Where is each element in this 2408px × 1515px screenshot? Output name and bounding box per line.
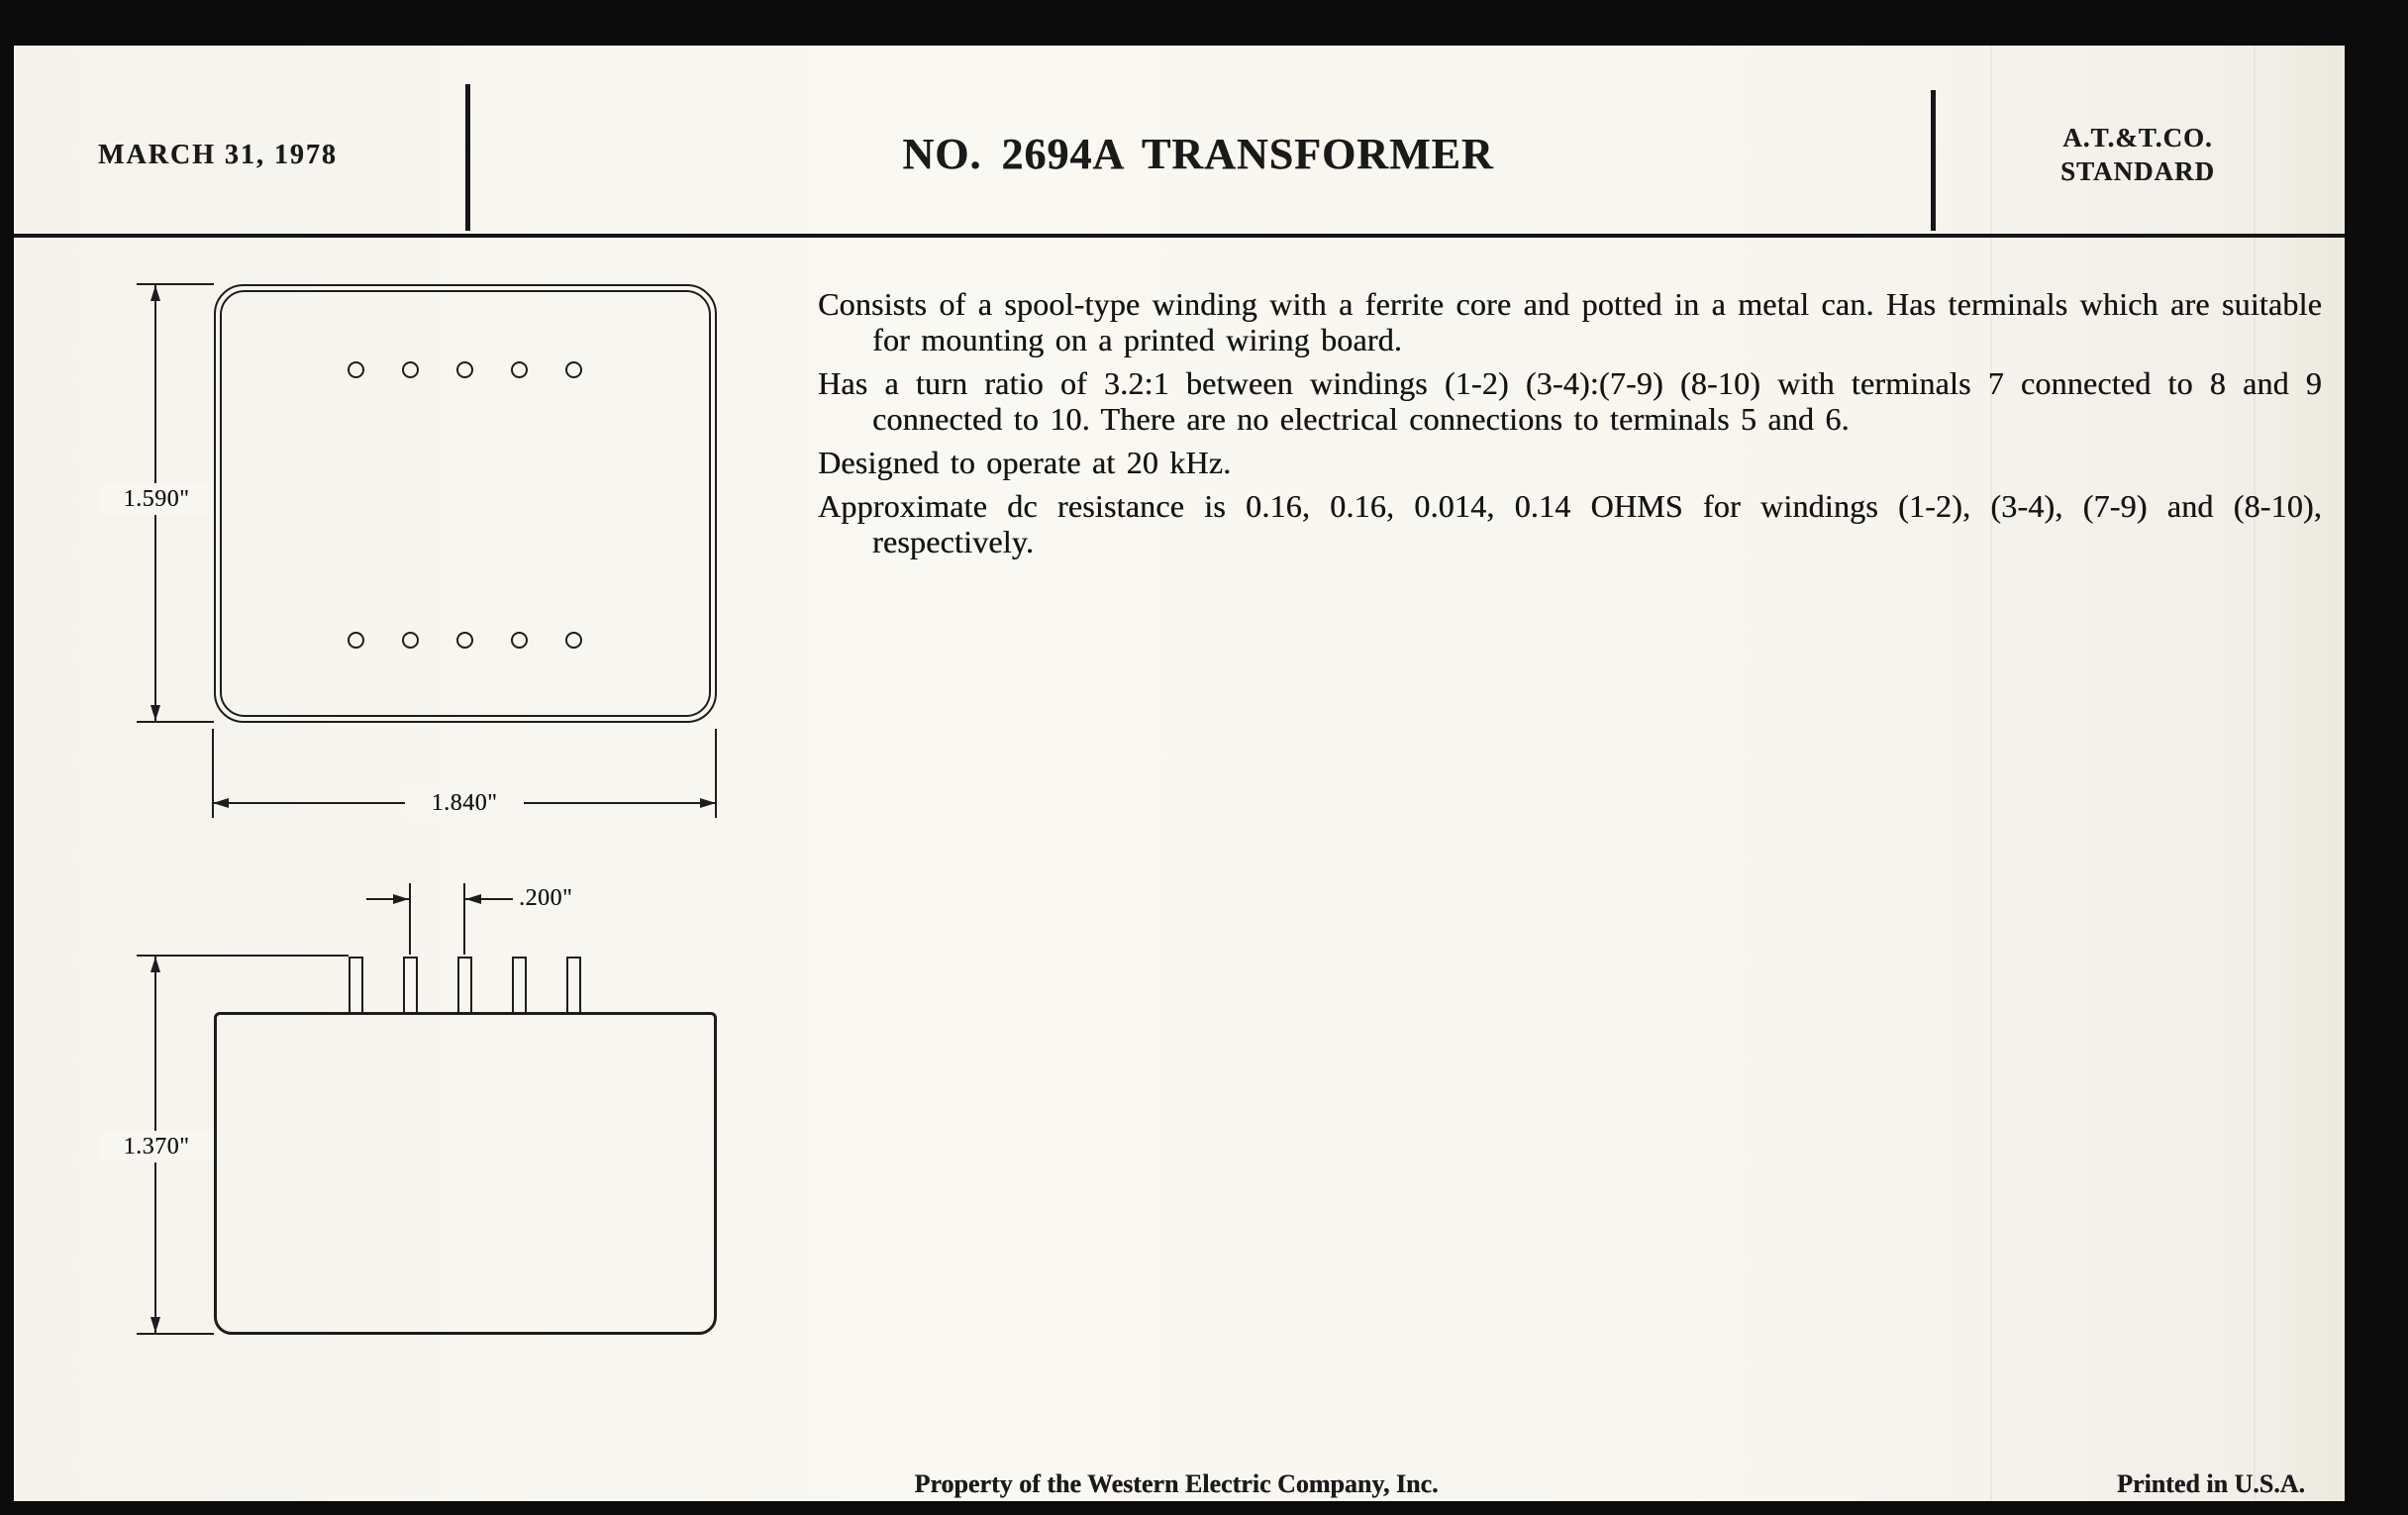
page-title: NO. 2694A TRANSFORMER <box>902 130 1494 178</box>
description-block <box>818 286 2322 567</box>
dim-arrowhead-left <box>465 894 481 904</box>
can-top-view-outline <box>214 284 717 723</box>
dim-extension-line <box>137 283 214 285</box>
terminal-hole <box>565 632 582 649</box>
description-paragraph: Has a turn ratio of 3.2:1 between windings (1-2) (3-4):(7-9) (8-10) with terminals 7 connected to 8 and 9 connected to 10. There are no electrical connections to terminals 5 and 6. <box>818 365 2322 437</box>
can-side-view-outline <box>214 1012 717 1335</box>
org-name: A.T.&T.CO. <box>2062 123 2213 152</box>
terminal-pin <box>457 957 472 1014</box>
terminal-hole <box>402 632 419 649</box>
dim-extension-line <box>137 721 214 723</box>
terminal-hole <box>511 632 528 649</box>
org-standard: STANDARD <box>2059 156 2215 186</box>
terminal-pin <box>566 957 581 1014</box>
dim-arrowhead-right <box>700 798 716 808</box>
description-paragraph: Consists of a spool-type winding with a ferrite core and potted in a metal can. Has terminals which are suitable for mounting on a printed wiring board. <box>818 286 2322 357</box>
scan-artifact-line <box>1990 46 1992 1501</box>
header-date: MARCH 31, 1978 <box>98 140 338 170</box>
dim-arrowhead-up <box>150 285 160 301</box>
terminal-hole <box>348 632 364 649</box>
description-paragraph: Approximate dc resistance is 0.16, 0.16, 0.014, 0.14 OHMS for windings (1-2), (3-4), (7-9) and (8-10), respectively. <box>818 488 2322 559</box>
document-page <box>14 46 2345 1501</box>
terminal-hole <box>565 361 582 378</box>
dim-extension-line <box>137 955 349 957</box>
dim-arrowhead-down <box>150 705 160 721</box>
dim-arrowhead-up <box>150 957 160 972</box>
description-paragraph: Designed to operate at 20 kHz. <box>818 445 1232 480</box>
header-rule <box>14 234 2345 238</box>
terminal-pin <box>403 957 418 1014</box>
dim-label-body-height: 1.370" <box>99 1131 214 1162</box>
terminal-hole <box>511 361 528 378</box>
terminal-pin <box>349 957 363 1014</box>
dim-arrowhead-left <box>213 798 229 808</box>
dim-extension-line <box>409 883 411 955</box>
org-block <box>1931 121 2345 188</box>
dim-label-pin-spacing: .200" <box>519 885 573 911</box>
dim-label-can-height: 1.590" <box>99 483 214 515</box>
scan-artifact-line <box>2254 46 2256 1501</box>
can-top-view-inner-outline <box>220 290 711 717</box>
terminal-hole <box>456 632 473 649</box>
terminal-hole <box>402 361 419 378</box>
footer-property-notice: Property of the Western Electric Company, Inc. <box>914 1469 1439 1498</box>
dim-arrowhead-down <box>150 1317 160 1333</box>
terminal-pin <box>512 957 527 1014</box>
terminal-hole <box>456 361 473 378</box>
dim-extension-line <box>137 1333 214 1335</box>
terminal-hole <box>348 361 364 378</box>
dim-label-can-width: 1.840" <box>405 787 524 819</box>
dim-arrowhead-right <box>393 894 409 904</box>
footer-printed-in: Printed in U.S.A. <box>2117 1469 2305 1498</box>
